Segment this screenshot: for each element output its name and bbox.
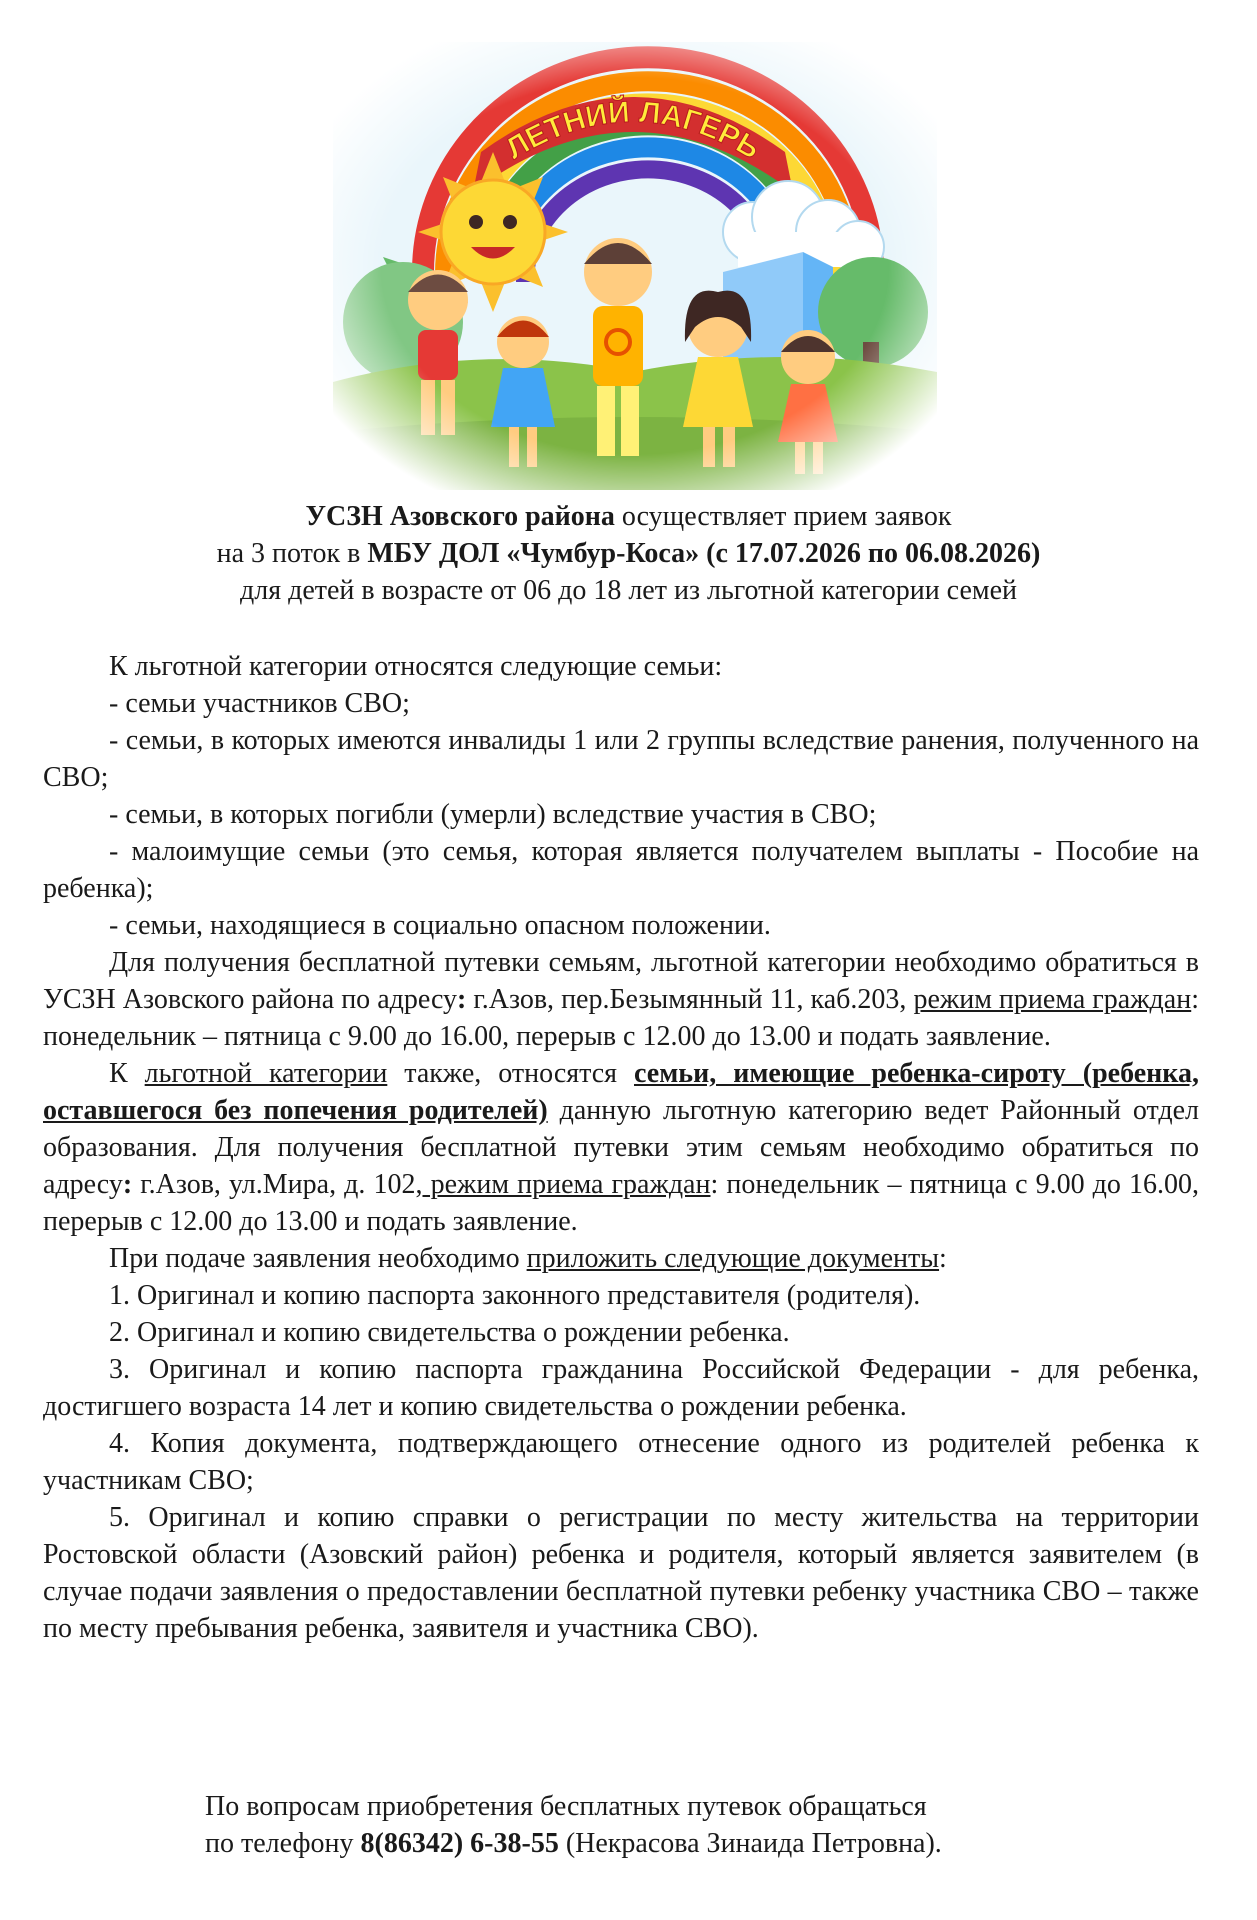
header-line-1-rest: осуществляет прием заявок (614, 501, 952, 532)
header-line-3: для детей в возрасте от 06 до 18 лет из льготной категории семей (239, 575, 1018, 606)
paragraph-text: также, относятся (387, 1058, 635, 1089)
paragraph-text: К (109, 1058, 145, 1089)
categories-intro: К льготной категории относятся следующие семьи: (109, 651, 723, 682)
uszn-address-paragraph (43, 944, 1199, 1055)
document-item: 4. Копия документа, подтверждающего отнесение одного из родителей ребенка к участникам СВО; (43, 1428, 1199, 1496)
category-item: - семьи участников СВО; (109, 688, 410, 719)
category-item: - семьи, в которых имеются инвалиды 1 или 2 группы вследствие ранения, полученного на СВО; (43, 725, 1199, 793)
document-item: 2. Оригинал и копию свидетельства о рождении ребенка. (109, 1317, 790, 1348)
footer-line-2 (205, 1825, 1165, 1862)
contact-footer (205, 1788, 1165, 1862)
paragraph-text: данную льготную категорию ведет Районный отдел образования. Для получения бесплатной путевки этим семьям необходимо обратиться по адресу (43, 1095, 1199, 1200)
orphan-families-paragraph (43, 1055, 1199, 1240)
category-item: - семьи, в которых погибли (умерли) вследствие участия в СВО; (109, 799, 877, 830)
paragraph-colon: : (457, 984, 467, 1015)
paragraph-text: : понедельник – пятница с 9.00 до 16.00, перерыв с 12.00 до 13.00 и подать заявление. (43, 984, 1199, 1052)
document-item: 5. Оригинал и копию справки о регистрации по месту жительства на территории Ростовской области (Азовский район) ребенка и родителя, который является заявителем (в случае подачи заявления о предоставлении бесплатной путевки ребенку участника СВО – также по месту пребывания ребенка, заявителя и участника СВО). (43, 1502, 1199, 1644)
paragraph-colon: : (122, 1169, 133, 1200)
footer-line-1: По вопросам приобретения бесплатных путевок обращаться (205, 1791, 927, 1822)
header-line-2-prefix: на 3 поток в (216, 538, 368, 569)
paragraph-text: Для получения бесплатной путевки семьям, льготной категории необходимо обратиться в УСЗН Азовского района по адресу (43, 947, 1199, 1015)
phone-number: 8(86342) 6-38-55 (360, 1828, 559, 1859)
announcement-header (60, 498, 1197, 609)
header-line-1 (60, 498, 1197, 535)
camp-name-dates: МБУ ДОЛ «Чумбур-Коса» (с 17.07.2026 по 06.08.2026) (367, 538, 1041, 569)
paragraph-text: При подаче заявления необходимо (109, 1243, 527, 1274)
orphan-families-highlight: семьи, имеющие ребенка-сироту (ребенка, оставшегося без попечения родителей) (43, 1058, 1199, 1126)
announcement-body (43, 648, 1199, 1647)
camp-picture (333, 42, 937, 490)
document-item: 3. Оригинал и копию паспорта гражданина Российской Федерации - для ребенка, достигшего возраста 14 лет и копию свидетельства о рождении ребенка. (43, 1354, 1199, 1422)
paragraph-text: г.Азов, пер.Безымянный 11, каб.203, (466, 984, 914, 1015)
contact-person: (Некрасова Зинаида Петровна). (558, 1828, 942, 1859)
documents-intro (43, 1240, 1199, 1277)
reception-hours-label: режим приема граждан (422, 1169, 711, 1200)
header-line-2 (60, 535, 1197, 572)
paragraph-text: г.Азов, ул.Мира, д. 102, (132, 1169, 423, 1200)
organization-name: УСЗН Азовского района (305, 501, 615, 532)
footer-prefix: по телефону (205, 1828, 361, 1859)
reception-hours-label: режим приема граждан (913, 984, 1192, 1015)
documents-required-label: приложить следующие документы (526, 1243, 940, 1274)
paragraph-colon: : (939, 1243, 947, 1274)
summer-camp-illustration (333, 42, 937, 490)
document-item: 1. Оригинал и копию паспорта законного представителя (родителя). (109, 1280, 921, 1311)
preferential-category-label: льготной категории (144, 1058, 388, 1089)
category-item: - малоимущие семьи (это семья, которая является получателем выплаты - Пособие на ребенка); (43, 836, 1199, 904)
paragraph-text: : понедельник – пятница с 9.00 до 16.00, перерыв с 12.00 до 13.00 и подать заявление. (43, 1169, 1200, 1237)
category-item: - семьи, находящиеся в социально опасном положении. (109, 910, 771, 941)
